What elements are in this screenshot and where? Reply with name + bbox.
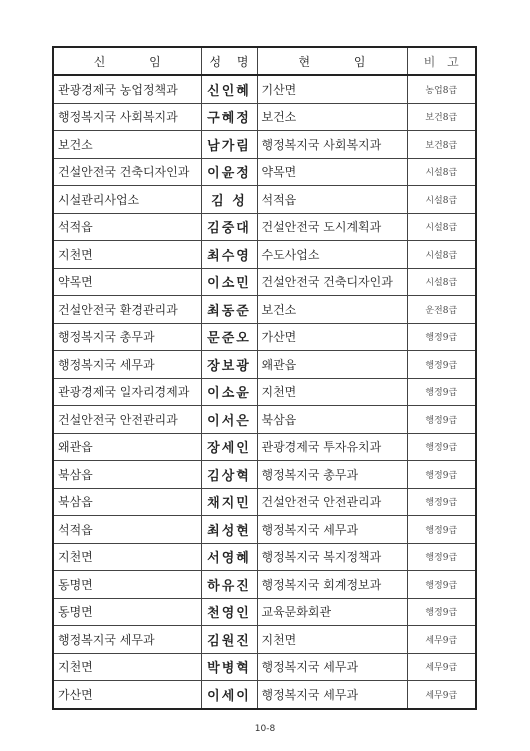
cell-name: 이윤정 xyxy=(201,158,257,186)
table-row xyxy=(53,351,476,379)
cell-note: 행정9급 xyxy=(407,406,476,434)
cell-new-post: 지천면 xyxy=(53,241,201,269)
cell-new-post: 관광경제국 농업정책과 xyxy=(53,75,201,103)
cell-name: 이서은 xyxy=(201,406,257,434)
cell-current-post: 기산면 xyxy=(257,75,407,103)
personnel-transfer-table xyxy=(52,46,477,710)
table-row xyxy=(53,213,476,241)
cell-note: 보건8급 xyxy=(407,103,476,131)
cell-note: 행정9급 xyxy=(407,323,476,351)
cell-name: 서영혜 xyxy=(201,543,257,571)
table-row xyxy=(53,75,476,103)
cell-note: 농업8급 xyxy=(407,75,476,103)
cell-name: 장세인 xyxy=(201,433,257,461)
cell-name: 장보광 xyxy=(201,351,257,379)
cell-current-post: 건설안전국 도시계획과 xyxy=(257,213,407,241)
table-row xyxy=(53,268,476,296)
header-new-post: 신 임 xyxy=(53,47,201,75)
cell-note: 행정9급 xyxy=(407,571,476,599)
table-row xyxy=(53,543,476,571)
cell-name: 박병혁 xyxy=(201,653,257,681)
cell-name: 김 성 xyxy=(201,186,257,214)
cell-current-post: 북삼읍 xyxy=(257,406,407,434)
table-row xyxy=(53,158,476,186)
cell-name: 이소민 xyxy=(201,268,257,296)
table-row xyxy=(53,626,476,654)
table-row xyxy=(53,323,476,351)
cell-note: 시설8급 xyxy=(407,186,476,214)
table-row xyxy=(53,103,476,131)
table-row xyxy=(53,653,476,681)
cell-new-post: 가산면 xyxy=(53,681,201,709)
cell-name: 채지민 xyxy=(201,488,257,516)
cell-new-post: 행정복지국 세무과 xyxy=(53,626,201,654)
cell-new-post: 동명면 xyxy=(53,598,201,626)
cell-current-post: 가산면 xyxy=(257,323,407,351)
cell-note: 세무9급 xyxy=(407,626,476,654)
cell-name: 하유진 xyxy=(201,571,257,599)
cell-new-post: 보건소 xyxy=(53,131,201,159)
cell-note: 보건8급 xyxy=(407,131,476,159)
header-note: 비 고 xyxy=(407,47,476,75)
cell-new-post: 약목면 xyxy=(53,268,201,296)
header-name: 성 명 xyxy=(201,47,257,75)
cell-new-post: 북삼읍 xyxy=(53,488,201,516)
cell-current-post: 행정복지국 복지정책과 xyxy=(257,543,407,571)
cell-new-post: 석적읍 xyxy=(53,516,201,544)
cell-new-post: 북삼읍 xyxy=(53,461,201,489)
cell-current-post: 관광경제국 투자유치과 xyxy=(257,433,407,461)
cell-current-post: 행정복지국 총무과 xyxy=(257,461,407,489)
cell-current-post: 석적읍 xyxy=(257,186,407,214)
table-row xyxy=(53,241,476,269)
cell-current-post: 건설안전국 안전관리과 xyxy=(257,488,407,516)
cell-name: 김원진 xyxy=(201,626,257,654)
cell-new-post: 관광경제국 일자리경제과 xyxy=(53,378,201,406)
header-current-post: 현 임 xyxy=(257,47,407,75)
cell-name: 이소윤 xyxy=(201,378,257,406)
table-row xyxy=(53,598,476,626)
cell-current-post: 건설안전국 건축디자인과 xyxy=(257,268,407,296)
cell-current-post: 행정복지국 세무과 xyxy=(257,653,407,681)
table-row xyxy=(53,406,476,434)
table-row xyxy=(53,378,476,406)
cell-note: 행정9급 xyxy=(407,461,476,489)
cell-current-post: 약목면 xyxy=(257,158,407,186)
cell-new-post: 행정복지국 총무과 xyxy=(53,323,201,351)
table-row xyxy=(53,488,476,516)
cell-name: 최성현 xyxy=(201,516,257,544)
cell-current-post: 보건소 xyxy=(257,103,407,131)
cell-current-post: 보건소 xyxy=(257,296,407,324)
cell-current-post: 지천면 xyxy=(257,378,407,406)
cell-note: 행정9급 xyxy=(407,378,476,406)
cell-name: 최수영 xyxy=(201,241,257,269)
cell-current-post: 왜관읍 xyxy=(257,351,407,379)
cell-current-post: 행정복지국 사회복지과 xyxy=(257,131,407,159)
table-row xyxy=(53,461,476,489)
cell-new-post: 건설안전국 환경관리과 xyxy=(53,296,201,324)
cell-current-post: 지천면 xyxy=(257,626,407,654)
cell-new-post: 왜관읍 xyxy=(53,433,201,461)
cell-name: 김상혁 xyxy=(201,461,257,489)
cell-new-post: 지천면 xyxy=(53,653,201,681)
cell-new-post: 건설안전국 건축디자인과 xyxy=(53,158,201,186)
cell-new-post: 시설관리사업소 xyxy=(53,186,201,214)
cell-note: 시설8급 xyxy=(407,268,476,296)
table-row xyxy=(53,296,476,324)
cell-new-post: 동명면 xyxy=(53,571,201,599)
cell-name: 남가림 xyxy=(201,131,257,159)
cell-current-post: 수도사업소 xyxy=(257,241,407,269)
table-row xyxy=(53,186,476,214)
cell-current-post: 행정복지국 세무과 xyxy=(257,516,407,544)
cell-note: 시설8급 xyxy=(407,213,476,241)
page-number: 10-8 xyxy=(254,724,276,734)
cell-note: 행정9급 xyxy=(407,543,476,571)
cell-new-post: 건설안전국 안전관리과 xyxy=(53,406,201,434)
cell-new-post: 행정복지국 세무과 xyxy=(53,351,201,379)
cell-note: 행정9급 xyxy=(407,488,476,516)
table-header-row xyxy=(53,47,476,75)
cell-note: 세무9급 xyxy=(407,653,476,681)
cell-new-post: 석적읍 xyxy=(53,213,201,241)
table-row xyxy=(53,516,476,544)
cell-note: 행정9급 xyxy=(407,516,476,544)
cell-current-post: 교육문화회관 xyxy=(257,598,407,626)
cell-new-post: 지천면 xyxy=(53,543,201,571)
cell-current-post: 행정복지국 회계정보과 xyxy=(257,571,407,599)
table-row xyxy=(53,433,476,461)
cell-name: 문준오 xyxy=(201,323,257,351)
cell-name: 신인혜 xyxy=(201,75,257,103)
cell-name: 천영인 xyxy=(201,598,257,626)
cell-name: 이세이 xyxy=(201,681,257,709)
cell-name: 최동준 xyxy=(201,296,257,324)
cell-name: 구혜정 xyxy=(201,103,257,131)
table-row xyxy=(53,131,476,159)
cell-note: 시설8급 xyxy=(407,241,476,269)
cell-note: 세무9급 xyxy=(407,681,476,709)
cell-name: 김중대 xyxy=(201,213,257,241)
table-row xyxy=(53,681,476,709)
cell-note: 행정9급 xyxy=(407,598,476,626)
cell-note: 행정9급 xyxy=(407,351,476,379)
cell-new-post: 행정복지국 사회복지과 xyxy=(53,103,201,131)
cell-note: 행정9급 xyxy=(407,433,476,461)
cell-note: 시설8급 xyxy=(407,158,476,186)
cell-current-post: 행정복지국 세무과 xyxy=(257,681,407,709)
cell-note: 운전8급 xyxy=(407,296,476,324)
table-row xyxy=(53,571,476,599)
